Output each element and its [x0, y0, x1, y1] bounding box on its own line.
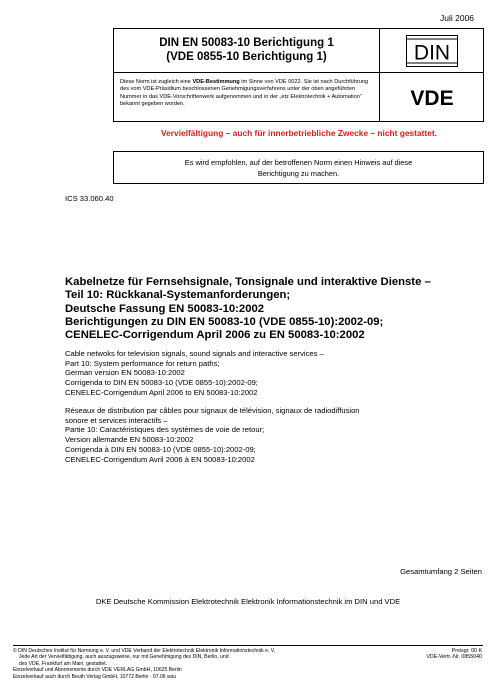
document-title [114, 29, 380, 73]
german-title-line: Teil 10: Rückkanal-Systemanforderungen; [65, 289, 291, 302]
vde-notice-post: im Sinne von VDE 0022. Sie ist nach Durchführung des vom VDE-Präsidium beschlossenen Genehmigungsverfahrens unter der oben angeführten Nummer in das VDE-Vorschriftenwerk aufgenommen und in der „etz Elektrotechnik + Automation“ bekannt gegeben worden. [120, 79, 369, 108]
title-line-1: DIN EN 50083-10 Berichtigung 1 [159, 37, 334, 49]
german-title-line: CENELEC-Corrigendum April 2006 zu EN 50083-10:2002 [65, 329, 365, 342]
footer-line: © DIN Deutsches Institut für Normung e. V. und VDE Verband der Elektrotechnik Elektronik Informationstechnik e. V. [13, 648, 276, 654]
english-title-line: CENELEC-Corrigendum April 2006 to EN 50083-10:2002 [65, 387, 258, 397]
price-group: Preisgr. 00 K [451, 648, 482, 654]
footer-line: Einzelverkauf auch durch Beuth Verlag GmbH, 10772 Berlin · 07.06 wsu [13, 673, 177, 680]
vde-logo-text: VDE [410, 86, 454, 109]
french-title-line: CENELEC-Corrigendum Avril 2006 à EN 50083-10:2002 [65, 454, 255, 464]
header-box [113, 28, 484, 122]
vde-order-number: VDE-Vertr.-Nr. 0855040 [426, 654, 482, 661]
german-title-line: Deutsche Fassung EN 50083-10:2002 [65, 302, 265, 315]
din-logo-text: DIN [413, 41, 451, 64]
recommendation-line-2: Berichtigung zu machen. [257, 169, 340, 178]
footer-line: Einzelverkauf und Abonnements durch VDE VERLAG GmbH, 10625 Berlin [13, 667, 182, 674]
footer-price [426, 648, 482, 661]
ics-code: ICS 33.060.40 [65, 194, 114, 203]
recommendation-line-1: Es wird empfohlen, auf der betroffenen Norm einen Hinweis auf diese [184, 158, 413, 167]
english-title-line: German version EN 50083-10:2002 [65, 368, 185, 378]
din-logo-icon [406, 35, 458, 67]
german-title-line: Berichtigungen zu DIN EN 50083-10 (VDE 0855-10):2002-09; [65, 315, 384, 328]
vde-notice [114, 73, 380, 122]
footer-copyright [13, 648, 343, 680]
french-title-line: Partie 10: Caractéristiques des systèmes de voie de retour; [65, 425, 265, 435]
footer-line: des VDE, Frankfurt am Main, gestattet. [19, 660, 108, 667]
french-title-line: sonore et services interactifs – [65, 415, 168, 425]
din-logo [380, 29, 484, 73]
english-title-line: Corrigenda to DIN EN 50083-10 (VDE 0855-10):2002-09; [65, 378, 258, 388]
french-title-line: Réseaux de distribution par câbles pour signaux de télévision, signaux de radiodiffusion [65, 406, 360, 415]
title-line-2: (VDE 0855-10 Berichtigung 1) [166, 51, 327, 63]
german-title [65, 276, 485, 342]
vde-notice-pre: Diese Norm ist zugleich eine [120, 79, 193, 85]
footer-line: Jede Art der Vervielfältigung, auch auszugsweise, nur mit Genehmigung des DIN, Berlin, und [19, 654, 229, 661]
english-title-line: Part 10: System performance for return paths; [65, 358, 220, 368]
vde-logo [380, 73, 484, 122]
english-title [65, 349, 485, 398]
total-pages: Gesamtumfang 2 Seiten [400, 567, 482, 576]
dke-commission: DKE Deutsche Kommission Elektrotechnik Elektronik Informationstechnik im DIN und VDE [95, 597, 401, 606]
vde-logo-icon [401, 87, 463, 109]
vde-notice-bold: VDE-Bestimmung [192, 79, 240, 85]
french-title-line: Corrigenda à DIN EN 50083-10 (VDE 0855-10):2002-09; [65, 444, 256, 454]
reproduction-warning: Vervielfältigung – auch für innerbetriebliche Zwecke – nicht gestattet. [161, 128, 437, 138]
footer-divider [13, 645, 483, 646]
recommendation-box [113, 151, 484, 184]
german-title-line: Kabelnetze für Fernsehsignale, Tonsignale und interaktive Dienste – [65, 276, 431, 288]
english-title-line: Cable netwoks for television signals, sound signals and interactive services – [65, 349, 324, 358]
french-title-line: Version allemande EN 50083-10:2002 [65, 435, 194, 445]
french-title [65, 406, 485, 464]
publication-date: Juli 2006 [440, 13, 475, 23]
